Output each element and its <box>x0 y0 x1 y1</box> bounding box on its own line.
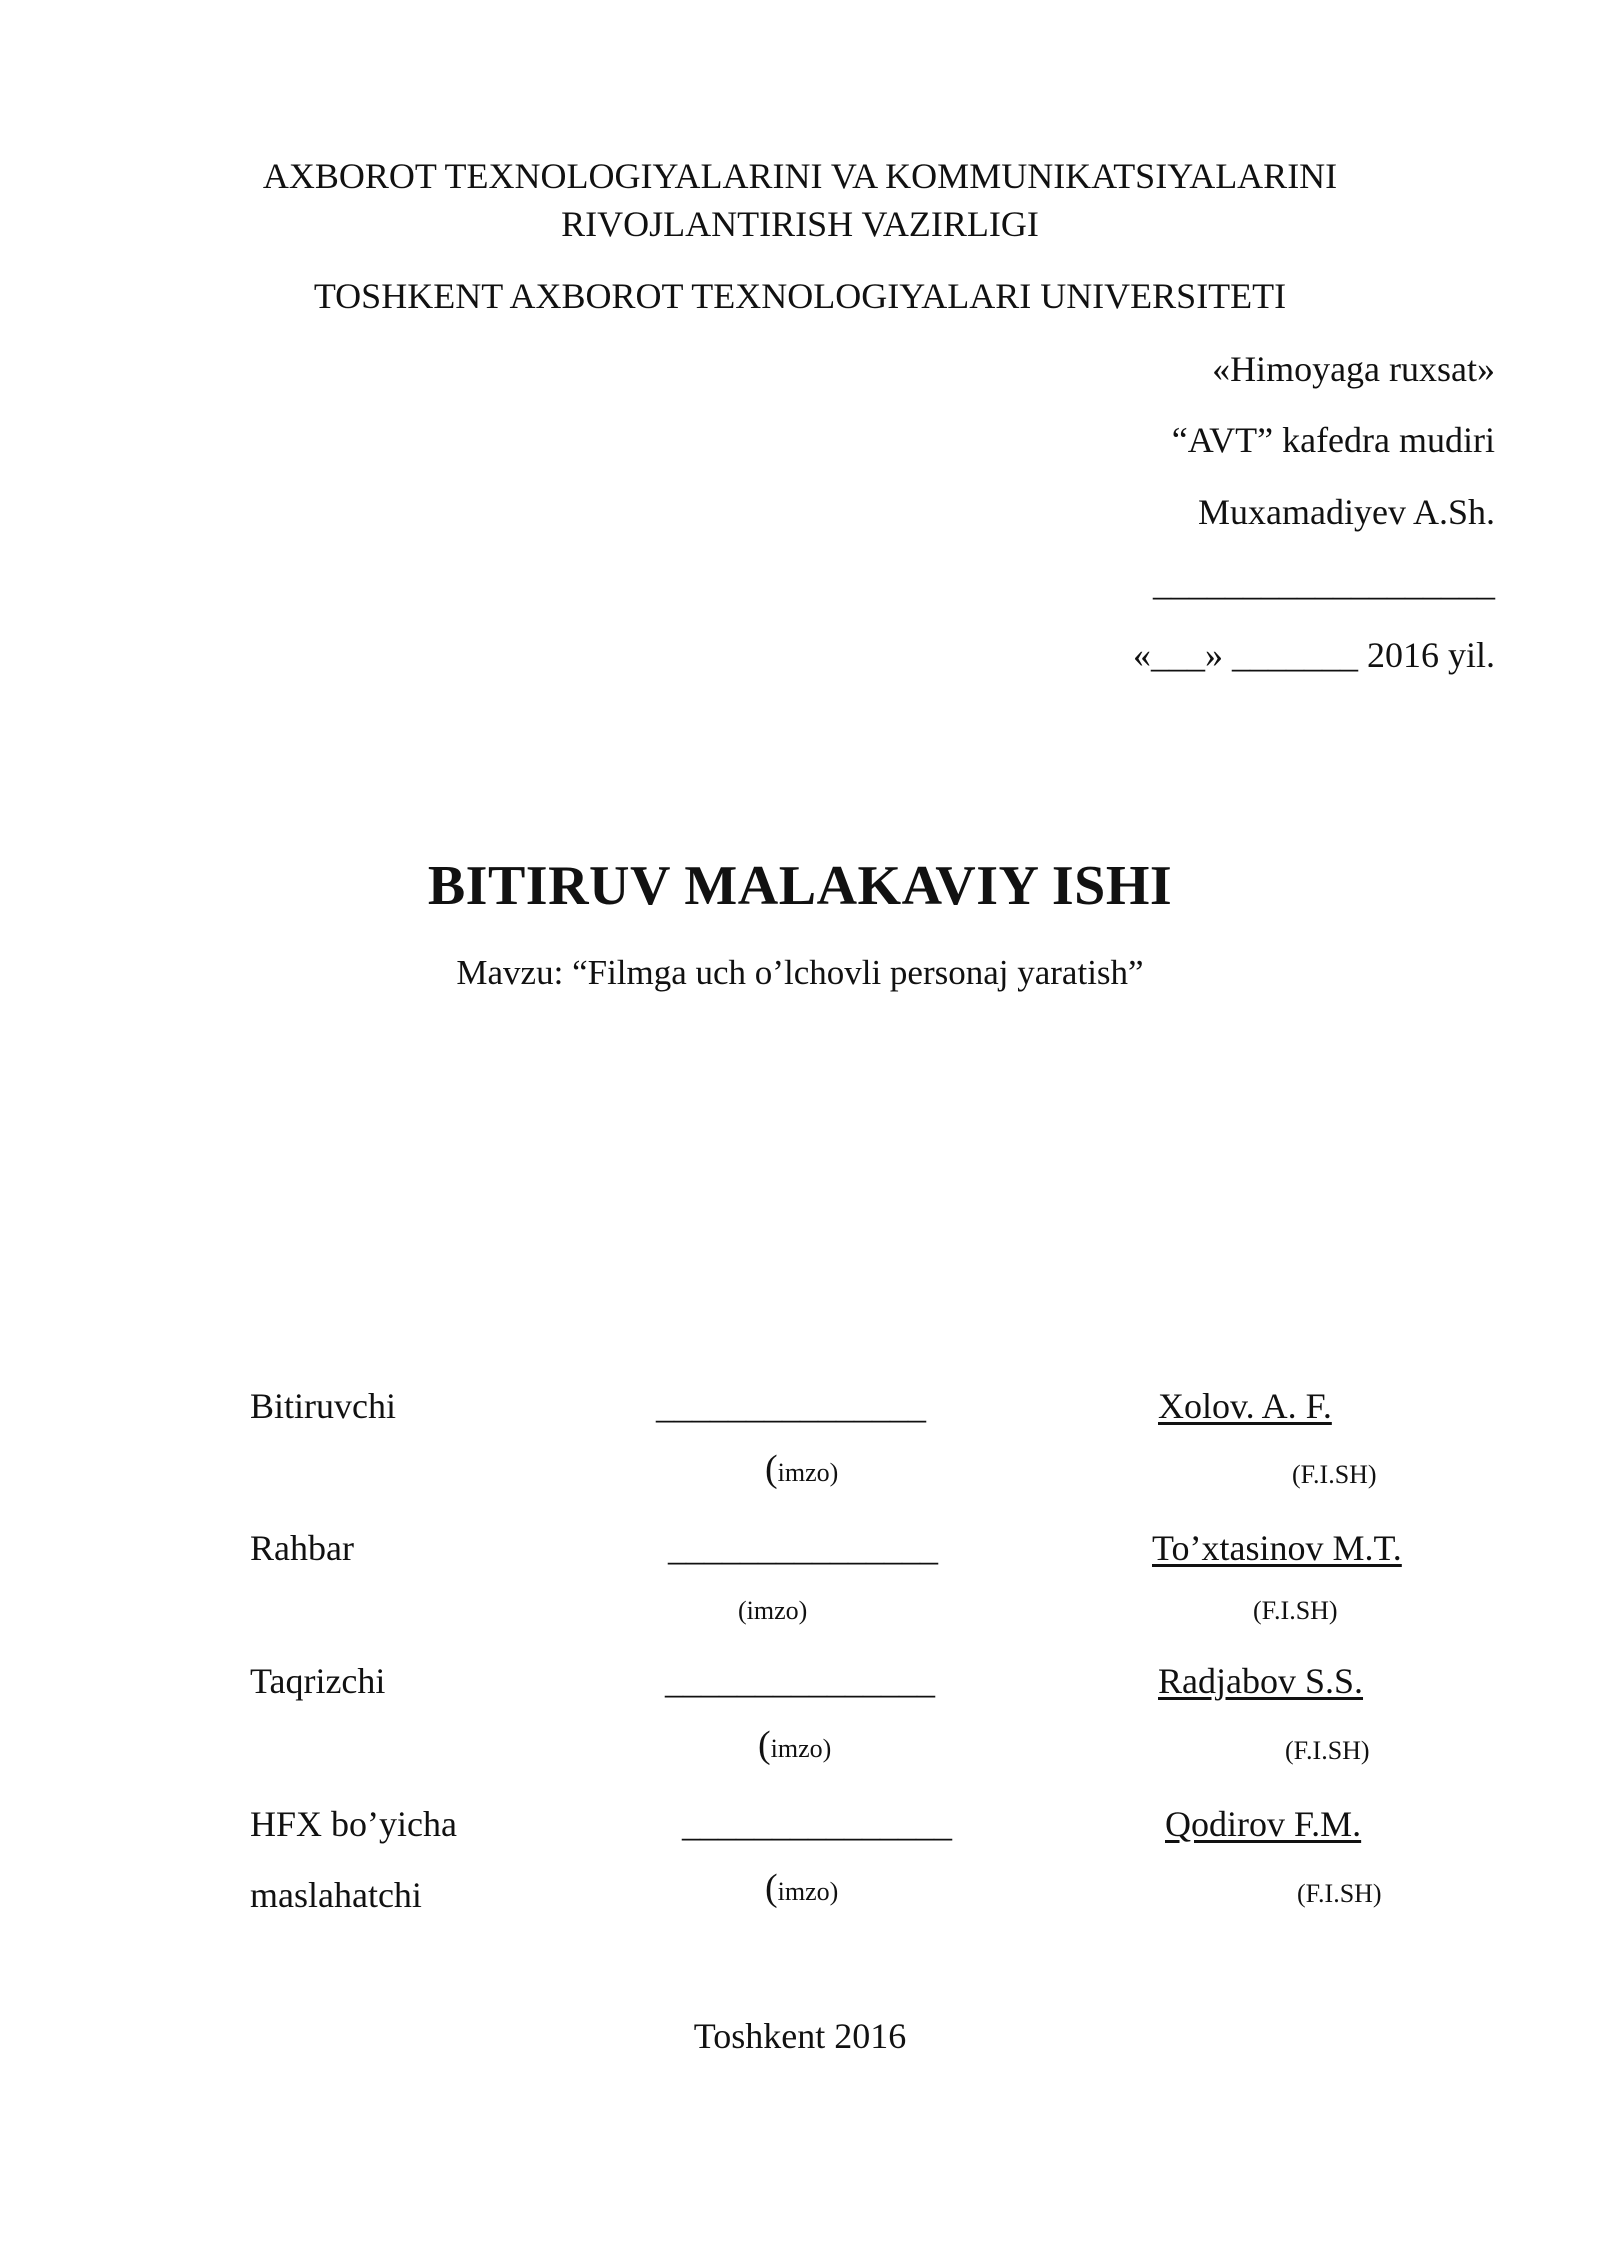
signature-line-graduate: _______________ <box>656 1386 926 1426</box>
signature-line-supervisor: _______________ <box>668 1528 938 1568</box>
role-consultant-line-2: maslahatchi <box>250 1875 422 1915</box>
department-head-name: Muxamadiyev A.Sh. <box>1198 492 1495 532</box>
role-reviewer: Taqrizchi <box>250 1661 386 1701</box>
place-and-year: Toshkent 2016 <box>693 2016 907 2056</box>
sign-hint-graduate: (imzo) <box>765 1448 839 1490</box>
university-name: TOSHKENT AXBOROT TEXNOLOGIYALARI UNIVERSITETI <box>313 276 1287 316</box>
sign-hint-reviewer: (imzo) <box>758 1724 832 1766</box>
name-supervisor: To’xtasinov M.T. <box>1152 1528 1402 1568</box>
department-head-label: “AVT” kafedra mudiri <box>1171 420 1495 460</box>
document-title: BITIRUV MALAKAVIY ISHI <box>427 855 1173 917</box>
approval-signature-line: ___________________ <box>1153 563 1495 603</box>
document-subject: Mavzu: “Filmga uch o’lchovli personaj yaratish” <box>456 953 1144 992</box>
ministry-line-2: RIVOJLANTIRISH VAZIRLIGI <box>561 204 1039 244</box>
role-supervisor: Rahbar <box>250 1528 354 1568</box>
name-reviewer: Radjabov S.S. <box>1158 1661 1364 1701</box>
sign-hint-supervisor: (imzo) <box>738 1596 808 1625</box>
approval-date-line: «___» _______ 2016 yil. <box>1132 635 1495 675</box>
ministry-line-1: AXBOROT TEXNOLOGIYALARINI VA KOMMUNIKATSIYALARINI <box>262 156 1338 196</box>
role-graduate: Bitiruvchi <box>250 1386 396 1426</box>
name-hint-graduate: (F.I.SH) <box>1292 1460 1377 1489</box>
role-consultant: HFX bo’yicha <box>250 1804 457 1844</box>
name-hint-reviewer: (F.I.SH) <box>1285 1736 1370 1765</box>
name-hint-supervisor: (F.I.SH) <box>1253 1596 1338 1625</box>
permission-label: «Himoyaga ruxsat» <box>1212 349 1495 389</box>
signature-line-consultant: _______________ <box>682 1804 952 1844</box>
sign-hint-consultant: (imzo) <box>765 1867 839 1909</box>
name-consultant: Qodirov F.M. <box>1165 1804 1362 1844</box>
name-graduate: Xolov. A. F. <box>1158 1386 1332 1426</box>
name-hint-consultant: (F.I.SH) <box>1297 1879 1382 1908</box>
signature-line-reviewer: _______________ <box>665 1661 935 1701</box>
